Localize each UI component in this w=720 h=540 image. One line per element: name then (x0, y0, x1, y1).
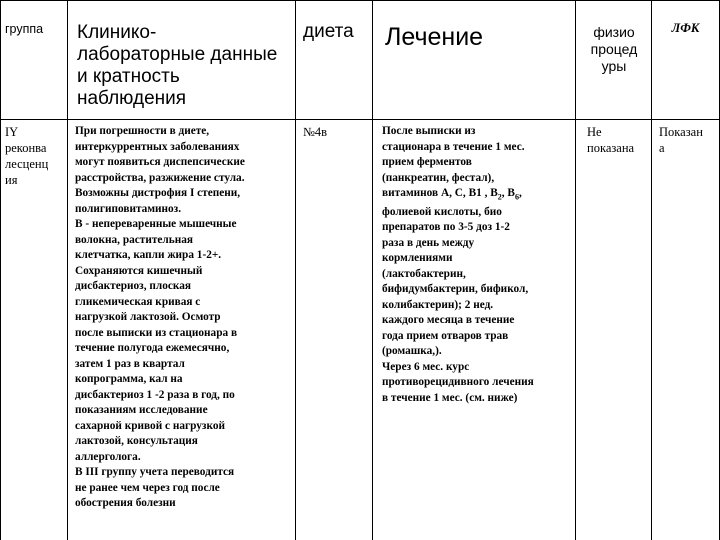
treatment-comma: , В (501, 187, 515, 199)
header-treatment: Лечение (385, 23, 484, 51)
table-border-left (0, 0, 1, 540)
header-physio: физио процед уры (590, 24, 638, 74)
cell-diet: №4в (303, 125, 328, 139)
treatment-text-part2: , фолиевой кислоты, био препаратов по 3-5 доз 1-2 раза в день между кормлениями (лактобактерин, бифидумбактерин, бификол, колибактерин); 2 нед. каждого месяца в течение года прием отваров трав (ромашка,). Через 6 мес. курс противорецидивного лечения в течение 1 мес. (см. ниже) (382, 187, 534, 404)
treatment-text-part1: После выписки из стационара в течение 1 мес. прием ферментов (панкреатин, фестал), витаминов А, С, В1 , В (382, 125, 525, 199)
column-divider (372, 0, 373, 540)
subscript-6: 6 (514, 192, 519, 202)
column-divider (575, 0, 576, 540)
table-border-top (0, 0, 720, 1)
header-clinical-data: Клинико- лабораторные данные и кратность наблюдения (77, 22, 278, 109)
header-diet: диета (303, 21, 354, 42)
cell-treatment (382, 124, 574, 406)
header-row-divider (0, 119, 720, 120)
column-divider (651, 0, 652, 540)
subscript-2: 2 (497, 192, 502, 202)
column-divider (295, 0, 296, 540)
cell-group: IY реконва лесценц ия (5, 125, 49, 187)
column-divider (67, 0, 68, 540)
cell-clinical-data: При погрешности в диете, интеркуррентных заболеваниях могут появиться диспепсические расстройства, разжижение стула. Возможны дистрофия I степени, полигиповитаминоз. В - непереваренные мышечные волокна, растительная клетчатка, капли жира 1-2+. Сохраняются кишечный дисбактериоз, плоская гликемическая кривая с нагрузкой лактозой. Осмотр после выписки из стационара в течение полугода ежемесячно, затем 1 раз в квартал копрограмма, кал на дисбактериоз 1 -2 раза в год, по показаниям исследование сахарной кривой с нагрузкой лактозой, консультация аллерголога. В III группу учета переводится не ранее чем через год после обострения болезни (75, 125, 245, 509)
header-group: группа (5, 22, 44, 36)
header-lfk: ЛФК (671, 21, 700, 35)
cell-lfk: Показан а (659, 125, 703, 155)
cell-physio: Не показана (587, 125, 635, 155)
